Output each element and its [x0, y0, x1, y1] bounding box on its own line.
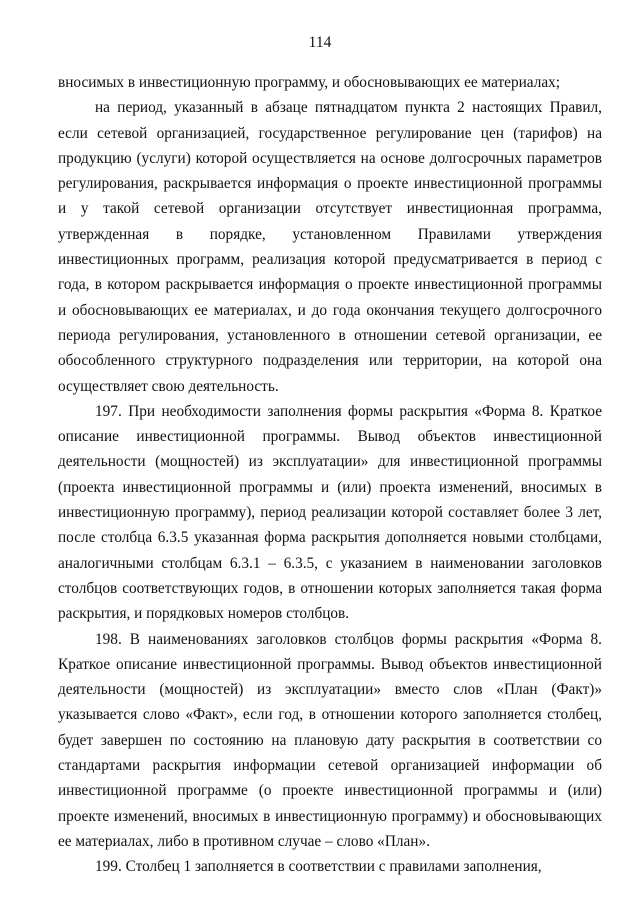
paragraph-item-199: 199. Столбец 1 заполняется в соответствии с правилами заполнения, — [95, 858, 542, 876]
paragraph-period-clause: на период, указанный в абзаце пятнадцатом пункта 2 настоящих Правил, если сетевой организацией, государственное регулирование цен (тарифов) на продукцию (услуги) которой осуществляется на основе долгосрочных параметров регулирования, раскрывается информация о проекте инвестиционной программы и у такой сетевой организации отсутствует инвестиционная программа, утвержденная в порядке, установленном Правилами утверждения инвестиционных программ, реализация которой предусматривается в период с года, в котором раскрывается информация о проекте инвестиционной программы и обосновывающих ее материалах, и до года окончания текущего долгосрочного периода регулирования, установленного в отношении сетевой организации, ее обособленного структурного подразделения или территории, на которой она осуществляет свою деятельность. — [58, 99, 602, 395]
paragraph-item-197: 197. При необходимости заполнения формы раскрытия «Форма 8. Краткое описание инвестиционной программы. Вывод объектов инвестиционной деятельности (мощностей) из эксплуатации» для инвестиционной программы (проекта инвестиционной программы и (или) проекта изменений, вносимых в инвестиционную программу), период реализации которой составляет более 3 лет, после столбца 6.3.5 указанная форма раскрытия дополняется новыми столбцами, аналогичными столбцам 6.3.1 – 6.3.5, с указанием в наименовании заголовков столбцов соответствующих годов, в отношении которых заполняется такая форма раскрытия, и порядковых номеров столбцов. — [58, 402, 602, 623]
page-number: 114 — [308, 34, 332, 51]
document-body — [58, 70, 602, 880]
paragraph-item-198: 198. В наименованиях заголовков столбцов формы раскрытия «Форма 8. Краткое описание инвестиционной программы. Вывод объектов инвестиционной деятельности (мощностей) из эксплуатации» вместо слов «План (Факт)» указывается слово «Факт», если год, в отношении которого заполняется столбец, будет завершен по состоянию на плановую дату раскрытия в соответствии со стандартами раскрытия информации сетевой организацией информации об инвестиционной программе (о проекте инвестиционной программы и (или) проекте изменений, вносимых в инвестиционную программу) и обосновывающих ее материалах, либо в противном случае – слово «План». — [58, 630, 602, 850]
paragraph-continuation: вносимых в инвестиционную программу, и обосновывающих ее материалах; — [58, 74, 561, 91]
